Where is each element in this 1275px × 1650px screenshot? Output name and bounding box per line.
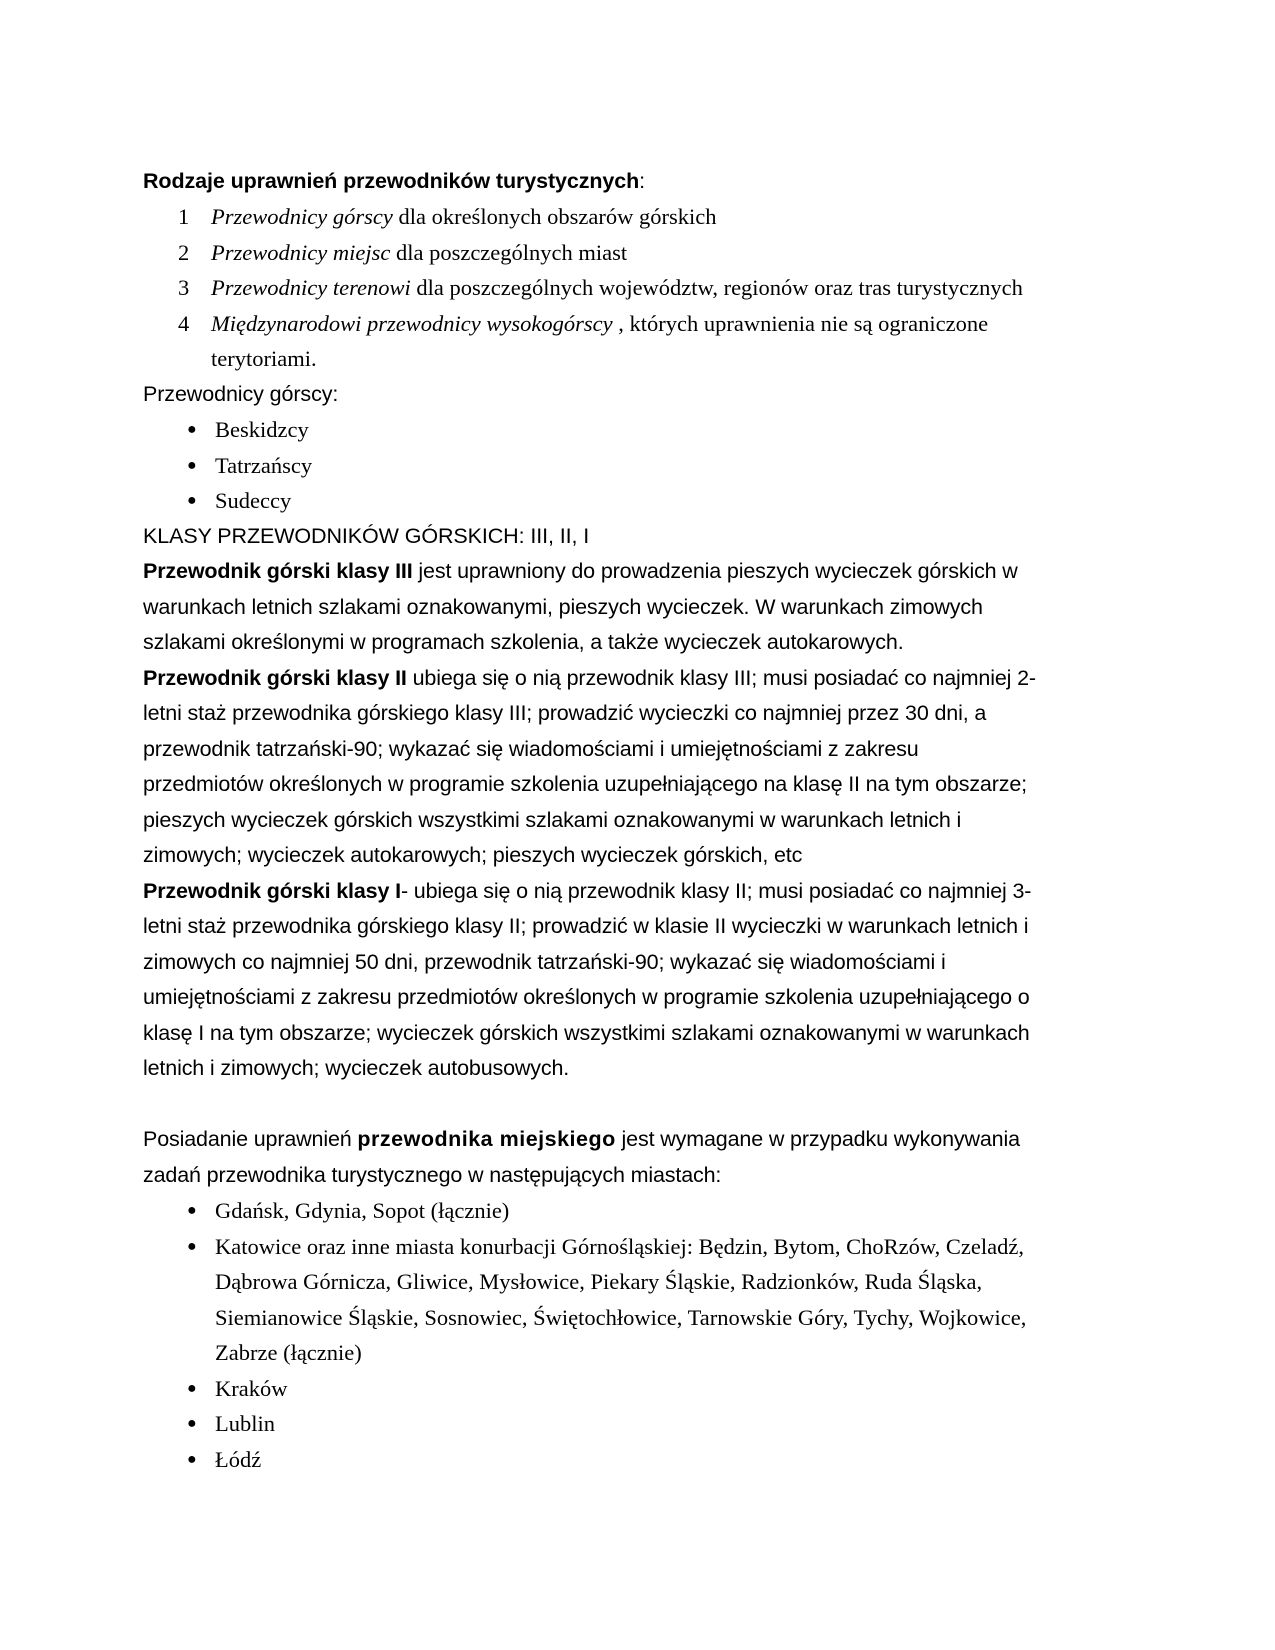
- list-item: [143, 1442, 1043, 1478]
- page-title: [143, 164, 1043, 199]
- list-item: [143, 270, 1043, 306]
- page-title-bold: Rodzaje uprawnień przewodników turystycznych: [143, 169, 640, 193]
- guide-class-1-title: Przewodnik górski klasy I: [143, 878, 401, 903]
- list-item: [143, 1193, 1043, 1229]
- guide-classes-line: KLASY PRZEWODNIKÓW GÓRSKICH: III, II, I: [143, 523, 590, 548]
- guide-class-2-title: Przewodnik górski klasy II: [143, 665, 407, 690]
- list-item-italic-term: Przewodnicy terenowi: [211, 275, 411, 300]
- guide-class-2-paragraph: [143, 661, 1043, 874]
- bullet-icon: ●: [187, 456, 197, 474]
- bullet-icon: ●: [187, 1450, 197, 1468]
- bullet-icon: ●: [187, 492, 197, 509]
- bullet-icon: ●: [187, 1379, 197, 1397]
- guide-class-2-text: ubiega się o nią przewodnik klasy III; musi posiadać co najmniej 2-letni staż przewodnika górskiego klasy III; prowadzić wycieczki co najmniej przez 30 dni, a przewodnik tatrzański-90; wykazać się wiadomościami i umiejętnościami z zakresu przedmiotów określonych w programie szkolenia uzupełniającego na klasę II na tym obszarze; pieszych wycieczek górskich wszystkimi szlakami oznakowanymi w warunkach letnich i zimowych; wycieczek autokarowych; pieszych wycieczek górskich, etc: [143, 665, 1036, 867]
- document-body: [143, 164, 1043, 1477]
- list-item-italic-term: Przewodnicy górscy: [211, 204, 393, 229]
- bullet-icon: ●: [187, 421, 197, 438]
- list-item-label: Gdańsk, Gdynia, Sopot (łącznie): [215, 1198, 510, 1223]
- list-item-number: 3: [178, 275, 190, 300]
- bullet-icon: ●: [187, 1237, 197, 1255]
- page-title-colon: :: [639, 169, 646, 193]
- list-item: [143, 483, 1043, 519]
- list-item-label: Katowice oraz inne miasta konurbacji Górnośląskiej: Będzin, Bytom, ChoRzów, Czeladź, Dąbrowa Górnicza, Gliwice, Mysłowice, Piekary Śląskie, Radzionków, Ruda Śląska, Siemianowice Śląskie, Sosnowiec, Świętochłowice, Tarnowskie Góry, Tychy, Wojkowice, Zabrze (łącznie): [215, 1233, 1027, 1365]
- list-item-italic-term: Przewodnicy miejsc: [211, 239, 391, 265]
- list-item-label: Sudeccy: [215, 488, 292, 513]
- mountain-guides-list: [143, 412, 1043, 519]
- guide-class-1-paragraph: [143, 874, 1043, 1087]
- list-item-number: 4: [178, 310, 190, 336]
- list-item-text: dla poszczególnych województw, regionów oraz tras turystycznych: [410, 275, 1023, 300]
- paragraph-spacer: [143, 1087, 1043, 1123]
- list-item: [143, 1371, 1043, 1407]
- guide-class-1-text: - ubiega się o nią przewodnik klasy II; musi posiadać co najmniej 3-letni staż przewodnika górskiego klasy II; prowadzić w klasie II wycieczki w warunkach letnich i zimowych co najmniej 50 dni, przewodnik tatrzański-90; wykazać się wiadomościami i umiejętnościami z zakresu przedmiotów określonych w programie szkolenia uzupełniającego o klasę I na tym obszarze; wycieczek górskich wszystkimi szlakami oznakowanymi w warunkach letnich i zimowych; wycieczek autobusowych.: [143, 878, 1032, 1080]
- list-item: [143, 412, 1043, 448]
- list-item-label: Tatrzańscy: [215, 452, 313, 478]
- bullet-icon: ●: [187, 1415, 197, 1432]
- guide-class-3-text: jest uprawniony do prowadzenia pieszych wycieczek górskich w warunkach letnich szlakami oznakowanymi, pieszych wycieczek. W warunkach zimowych szlakami określonymi w programach szkolenia, a także wycieczek autokarowych.: [143, 559, 1018, 654]
- list-item: [143, 448, 1043, 484]
- list-item-label: Kraków: [215, 1375, 288, 1401]
- list-item: [143, 306, 1043, 377]
- list-item-text: dla poszczególnych miast: [390, 239, 628, 265]
- list-item-text: , których uprawnienia nie są ograniczone terytoriami.: [211, 310, 989, 371]
- list-item: [143, 1229, 1043, 1371]
- list-item-italic-term: Międzynarodowi przewodnicy wysokogórscy: [211, 310, 613, 336]
- guide-class-3-title: Przewodnik górski klasy III: [143, 559, 413, 583]
- bullet-icon: ●: [187, 1202, 197, 1219]
- list-item-number: 1: [178, 204, 190, 229]
- city-guide-paragraph: [143, 1122, 1043, 1193]
- guide-class-3-paragraph: [143, 554, 1043, 661]
- list-item: [143, 199, 1043, 235]
- cities-list: [143, 1193, 1043, 1477]
- city-guide-term: przewodnika miejskiego: [357, 1127, 616, 1151]
- list-item-label: Łódź: [215, 1446, 262, 1472]
- mountain-guides-label: Przewodnicy górscy:: [143, 381, 339, 406]
- guide-types-list: [143, 199, 1043, 377]
- city-guide-suffix: jest wymagane w przypadku wykonywania zadań przewodnika turystycznego w następujących miastach:: [143, 1127, 1020, 1187]
- list-item-text: dla określonych obszarów górskich: [392, 204, 717, 229]
- list-item-label: Beskidzcy: [215, 417, 309, 442]
- list-item: [143, 235, 1043, 271]
- list-item-label: Lublin: [215, 1411, 275, 1436]
- list-item: [143, 1406, 1043, 1442]
- city-guide-prefix: Posiadanie uprawnień: [143, 1127, 358, 1151]
- list-item-number: 2: [178, 239, 190, 265]
